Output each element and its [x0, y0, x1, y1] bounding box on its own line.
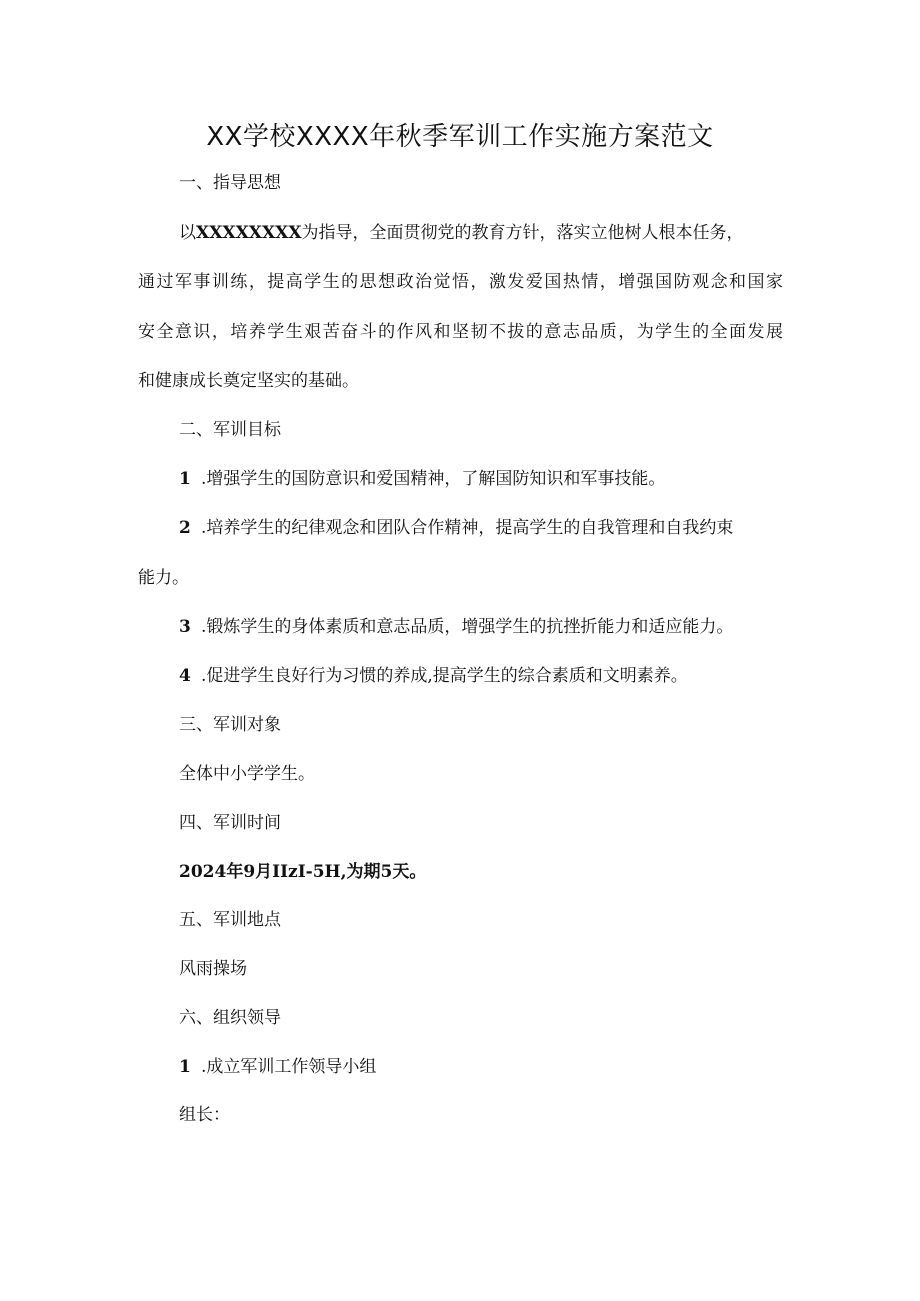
goal-item-4	[179, 664, 688, 688]
goal-item-number: 2	[179, 518, 191, 538]
goal-item-text: .增强学生的国防意识和爱国精神，了解国防知识和军事技能。	[201, 469, 666, 489]
goal-item-2-continuation: 能力。	[138, 568, 189, 588]
goal-item-text: .培养学生的纪律观念和团队合作精神，提高学生的自我管理和自我约束	[201, 518, 734, 538]
goal-item-number: 1	[179, 469, 191, 489]
section-heading-training-location: 五、军训地点	[179, 910, 281, 930]
guiding-thought-line-1-rest: 为指导，全面贯彻党的教育方针，落实立他树人根本任务，	[301, 223, 744, 243]
guiding-thought-line-4: 和健康成长奠定坚实的基础。	[138, 371, 359, 391]
guiding-thought-line-2: 通过军事训练，提高学生的思想政治觉悟，激发爱国热情，增强国防观念和国家	[138, 272, 783, 292]
training-location-body: 风雨操场	[179, 959, 247, 979]
leader-label: 组长：	[179, 1105, 230, 1125]
guiding-thought-line-3: 安全意识，培养学生艰苦奋斗的作风和坚韧不拔的意志品质，为学生的全面发展	[138, 322, 783, 342]
training-time-body: 2024年9月IIzI-5H,为期5天。	[179, 862, 427, 882]
guiding-thought-line-1	[179, 221, 744, 245]
goal-item-text: .锻炼学生的身体素质和意志品质，增强学生的抗挫折能力和适应能力。	[201, 617, 734, 637]
training-targets-body: 全体中小学学生。	[179, 764, 315, 784]
goal-item-number: 3	[179, 617, 191, 637]
section-heading-training-goals: 二、军训目标	[179, 420, 281, 440]
guiding-thought-prefix: 以	[179, 223, 196, 243]
section-heading-training-time: 四、军训时间	[179, 813, 281, 833]
section-heading-organization: 六、组织领导	[179, 1008, 281, 1028]
section-heading-guiding-thought: 一、指导思想	[179, 173, 281, 193]
goal-item-1	[179, 467, 665, 491]
organization-item-number: 1	[179, 1057, 191, 1077]
guiding-thought-placeholder: XXXXXXXX	[196, 223, 302, 243]
document-title: XX学校XXXX年秋季军训工作实施方案范文	[206, 122, 714, 152]
section-heading-training-targets: 三、军训对象	[179, 715, 281, 735]
organization-item-1	[179, 1055, 376, 1079]
goal-item-text: .促进学生良好行为习惯的养成,提高学生的综合素质和文明素养。	[201, 666, 688, 686]
goal-item-number: 4	[179, 666, 191, 686]
goal-item-3	[179, 615, 733, 639]
goal-item-2	[179, 516, 733, 540]
organization-item-text: .成立军训工作领导小组	[201, 1057, 377, 1077]
